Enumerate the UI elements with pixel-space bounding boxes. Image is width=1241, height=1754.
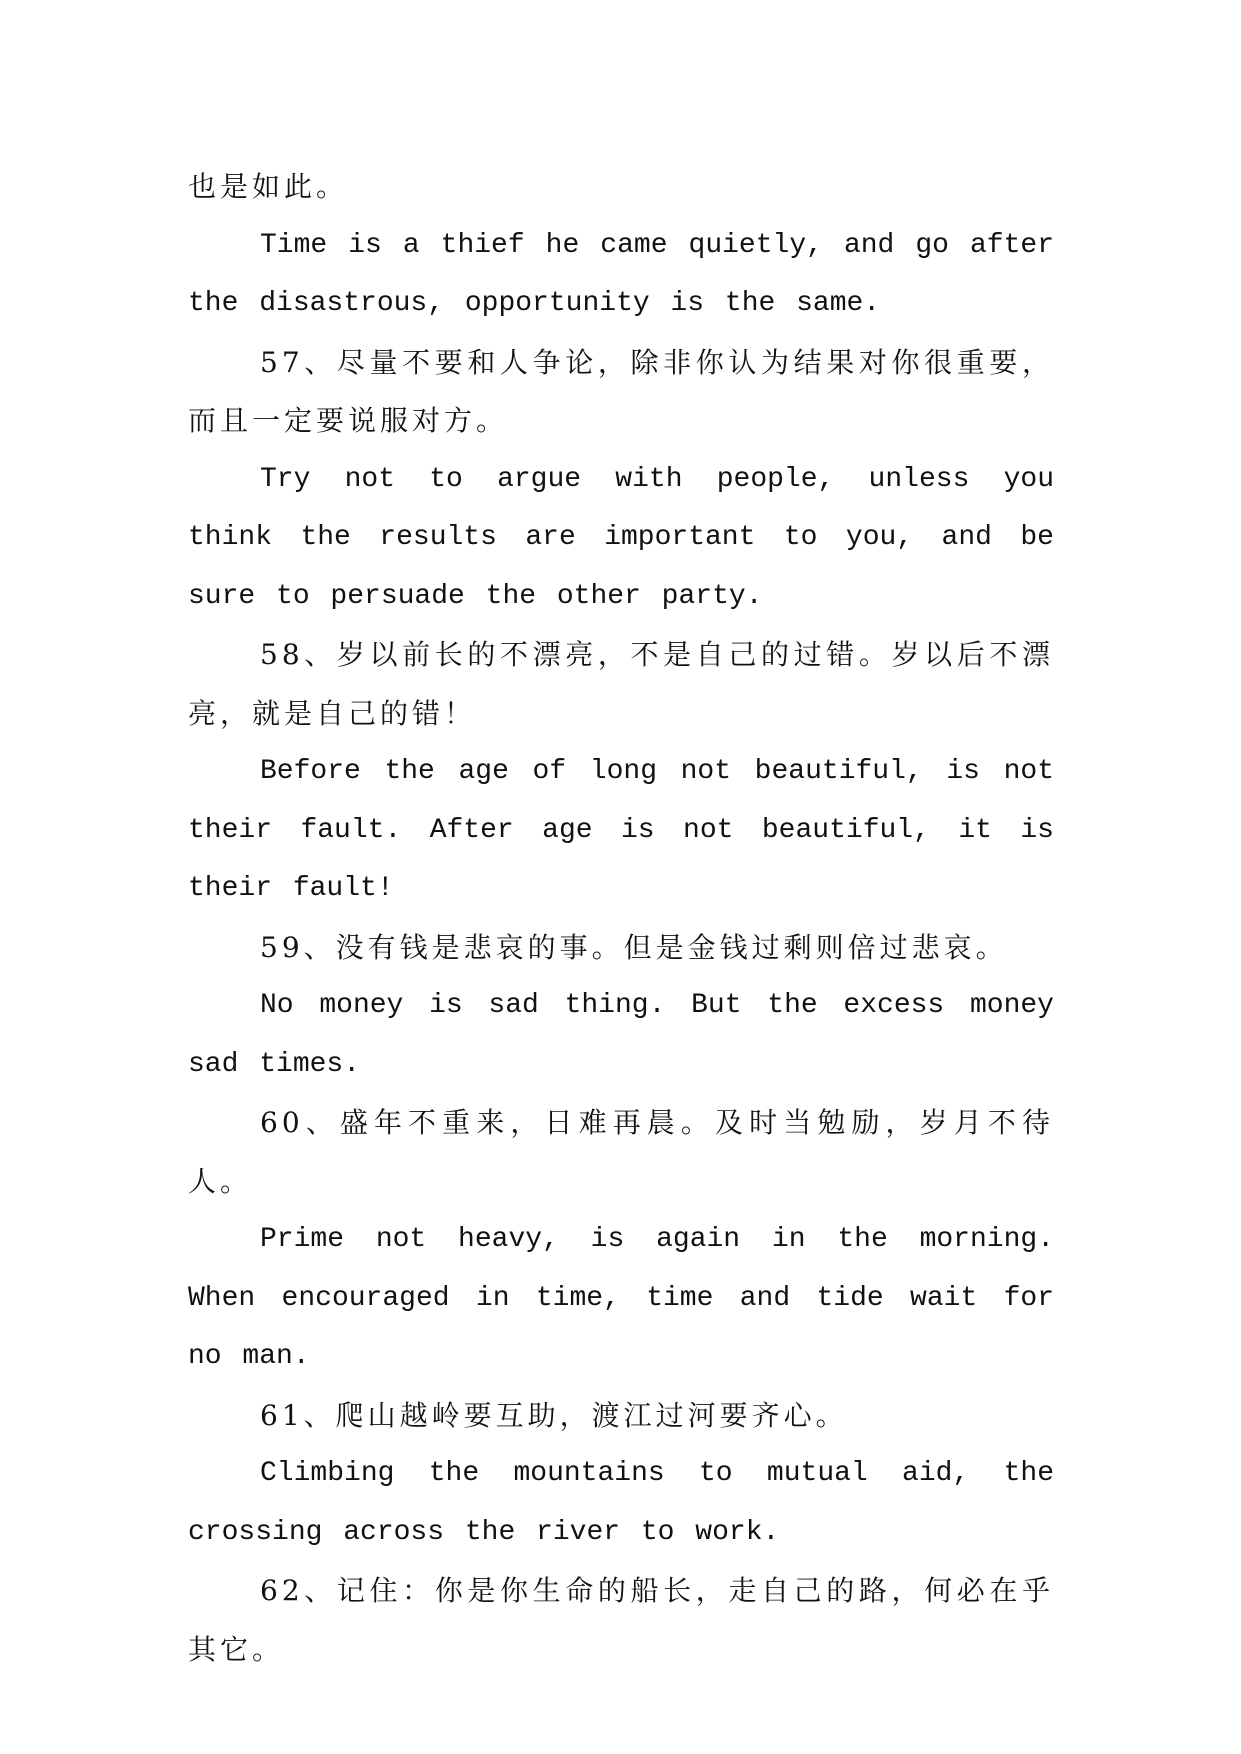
paragraph-english-60: Prime not heavy, is again in the morning. When encouraged in time, time and tide wait for no man.	[188, 1224, 1054, 1372]
paragraph-english-61: Climbing the mountains to mutual aid, the crossing across the river to work.	[188, 1458, 1054, 1548]
paragraph-continuation: 也是如此。	[188, 170, 349, 203]
paragraph-english-56: Time is a thief he came quietly, and go after the disastrous, opportunity is the same.	[188, 229, 1054, 319]
document-body	[188, 158, 1054, 1679]
paragraph-quote-62: 62、记住：你是你生命的船长，走自己的路，何必在乎其它。	[188, 1574, 1054, 1666]
paragraph-english-58: Before the age of long not beautiful, is not their fault. After age is not beautiful, it is their fault!	[188, 756, 1054, 904]
paragraph-english-57: Try not to argue with people, unless you think the results are important to you, and be sure to persuade the other party.	[188, 463, 1054, 612]
paragraph-quote-61: 61、爬山越岭要互助，渡江过河要齐心。	[260, 1398, 848, 1432]
paragraph-quote-60: 60、盛年不重来，日难再晨。及时当勉励，岁月不待人。	[188, 1106, 1054, 1198]
paragraph-english-59: No money is sad thing. But the excess money sad times.	[188, 990, 1054, 1080]
paragraph-quote-57: 57、尽量不要和人争论，除非你认为结果对你很重要，而且一定要说服对方。	[188, 345, 1054, 437]
paragraph-quote-58: 58、岁以前长的不漂亮，不是自己的过错。岁以后不漂亮，就是自己的错！	[188, 638, 1054, 730]
paragraph-quote-59: 59、没有钱是悲哀的事。但是金钱过剩则倍过悲哀。	[260, 930, 1008, 964]
